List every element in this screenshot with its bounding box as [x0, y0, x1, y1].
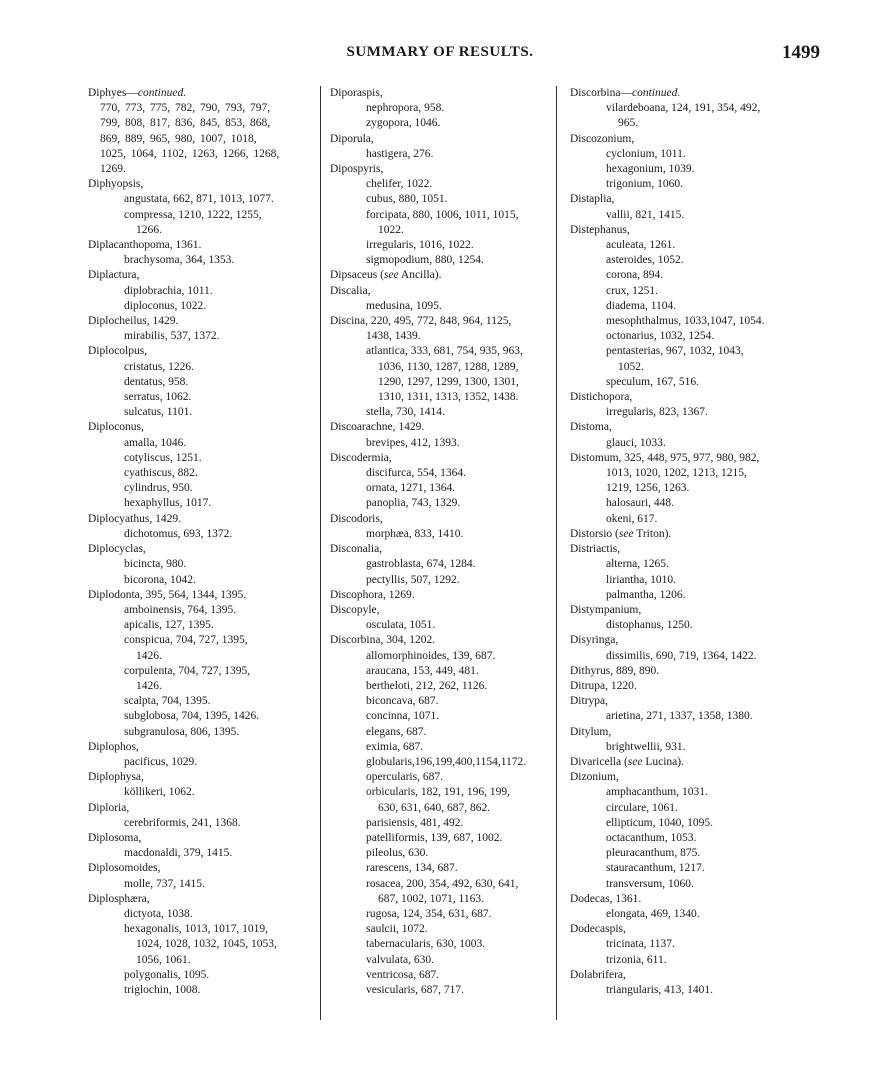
- index-subentry: triglochin, 1008.: [124, 983, 201, 996]
- index-subentry: ventricosa, 687.: [366, 968, 440, 981]
- index-subentry: stauracanthum, 1217.: [606, 862, 705, 875]
- index-entry: Discodermia,: [330, 451, 392, 464]
- index-subentry: sulcatus, 1101.: [124, 406, 193, 419]
- index-subentry: atlantica, 333, 681, 754, 935, 963,: [366, 345, 523, 358]
- index-subentry: panoplia, 743, 1329.: [366, 497, 461, 510]
- index-entry: Diporaspis,: [330, 87, 383, 99]
- index-subentry: cubus, 880, 1051.: [366, 193, 448, 206]
- running-header: SUMMARY OF RESULTS.: [346, 44, 534, 60]
- index-entry: Diplodonta, 395, 564, 1344, 1395.: [88, 588, 247, 601]
- index-continuation: 1036, 1130, 1287, 1288, 1289,: [378, 360, 519, 373]
- index-subentry: patelliformis, 139, 687, 1002.: [366, 831, 503, 844]
- index-subentry: globularis,196,199,400,1154,1172.: [366, 755, 527, 768]
- page-number: 1499: [782, 42, 820, 63]
- index-entry: Dipospyris,: [330, 163, 384, 176]
- index-subentry: dentatus, 958.: [124, 375, 189, 388]
- index-continuation: 1024, 1028, 1032, 1045, 1053,: [136, 938, 277, 951]
- index-continuation: 1052.: [618, 360, 644, 373]
- index-entry: Distaplia,: [570, 193, 615, 206]
- index-entry: Diploria,: [88, 801, 130, 814]
- index-subentry: araucana, 153, 449, 481.: [366, 664, 479, 677]
- index-column-3: [570, 86, 816, 998]
- index-subentry: vesicularis, 687, 717.: [366, 983, 465, 996]
- index-entry: Discorbina, 304, 1202.: [330, 634, 436, 647]
- index-entry: Ditylum,: [570, 725, 612, 738]
- index-entry: Distriactis,: [570, 543, 621, 556]
- index-subentry: triangularis, 413, 1401.: [606, 983, 713, 996]
- index-subentry: köllikeri, 1062.: [124, 786, 195, 799]
- index-subentry: stella, 730, 1414.: [366, 406, 445, 419]
- index-entry: Discoarachne, 1429.: [330, 421, 425, 434]
- index-subentry: liriantha, 1010.: [606, 573, 676, 586]
- index-entry: Diplosoma,: [88, 831, 142, 844]
- index-continuation: 770, 773, 775, 782, 790, 793, 797,: [100, 102, 271, 115]
- index-subentry: distophanus, 1250.: [606, 619, 693, 632]
- index-subentry: pectyllis, 507, 1292.: [366, 573, 460, 586]
- index-subentry: cyathiscus, 882.: [124, 467, 198, 480]
- index-subentry: osculata, 1051.: [366, 619, 436, 632]
- index-subentry: diplobrachia, 1011.: [124, 284, 213, 297]
- index-subentry: gastroblasta, 674, 1284.: [366, 558, 476, 571]
- index-entry: Diplocyathus, 1429.: [88, 512, 181, 525]
- index-entry: Disconalia,: [330, 543, 383, 556]
- index-subentry: orbicularis, 182, 191, 196, 199,: [366, 786, 511, 799]
- index-entry: Discorbina—continued.: [570, 87, 681, 99]
- index-subentry: palmantha, 1206.: [606, 588, 686, 601]
- index-subentry: conspicua, 704, 727, 1395,: [124, 634, 248, 647]
- index-subentry: glauci, 1033.: [606, 436, 666, 449]
- index-subentry: corpulenta, 704, 727, 1395,: [124, 664, 251, 677]
- index-subentry: amphacanthum, 1031.: [606, 786, 708, 799]
- index-subentry: irregularis, 823, 1367.: [606, 406, 708, 419]
- index-entry: Discina, 220, 495, 772, 848, 964, 1125,: [330, 315, 512, 328]
- index-entry: Dithyrus, 889, 890.: [570, 664, 660, 677]
- index-subentry: bicincta, 980.: [124, 558, 187, 571]
- index-subentry: hexagonalis, 1013, 1017, 1019,: [124, 923, 269, 936]
- index-subentry: macdonaldi, 379, 1415.: [124, 847, 233, 860]
- index-subentry: transversum, 1060.: [606, 877, 694, 890]
- index-subentry: morphæa, 833, 1410.: [366, 527, 464, 540]
- index-subentry: dichotomus, 693, 1372.: [124, 527, 233, 540]
- index-continuation: 1022.: [378, 223, 404, 236]
- index-subentry: scalpta, 704, 1395.: [124, 695, 211, 708]
- index-subentry: subgranulosa, 806, 1395.: [124, 725, 240, 738]
- index-subentry: elegans, 687.: [366, 725, 427, 738]
- index-subentry: forcipata, 880, 1006, 1011, 1015,: [366, 208, 519, 221]
- index-entry: Diplocyclas,: [88, 543, 146, 556]
- index-subentry: saulcii, 1072.: [366, 923, 428, 936]
- index-entry: Diplacanthopoma, 1361.: [88, 239, 202, 252]
- index-subentry: hexaphyllus, 1017.: [124, 497, 212, 510]
- index-entry: Distichopora,: [570, 391, 633, 404]
- index-entry: Distoma,: [570, 421, 612, 434]
- index-subentry: cyclonium, 1011.: [606, 147, 686, 160]
- index-continuation: 687, 1002, 1071, 1163.: [378, 892, 484, 905]
- index-entry: Diplocolpus,: [88, 345, 148, 358]
- index-subentry: 1438, 1439.: [366, 330, 421, 343]
- index-entry: Diphyopsis,: [88, 178, 144, 191]
- index-entry: Diplophos,: [88, 740, 139, 753]
- index-subentry: speculum, 167, 516.: [606, 375, 699, 388]
- index-continuation: 1426.: [136, 649, 162, 662]
- index-entry: Ditrypa,: [570, 695, 609, 708]
- index-entry: Ditrupa, 1220.: [570, 679, 637, 692]
- index-subentry: bertheloti, 212, 262, 1126.: [366, 679, 488, 692]
- index-entry: Diporula,: [330, 132, 374, 145]
- index-subentry: cylindrus, 950.: [124, 482, 193, 495]
- index-entry: Distephanus,: [570, 223, 630, 236]
- index-subentry: vilardeboana, 124, 191, 354, 492,: [606, 102, 761, 115]
- index-entry: Diplophysa,: [88, 771, 144, 784]
- index-subentry: mirabilis, 537, 1372.: [124, 330, 220, 343]
- index-subentry: sigmopodium, 880, 1254.: [366, 254, 484, 267]
- index-subentry: amboinensis, 764, 1395.: [124, 603, 237, 616]
- index-subentry: rarescens, 134, 687.: [366, 862, 458, 875]
- index-column-2: [330, 86, 544, 998]
- index-subentry: subglobosa, 704, 1395, 1426.: [124, 710, 260, 723]
- index-entry: Divaricella (see Lucina).: [570, 755, 684, 768]
- index-subentry: trizonia, 611.: [606, 953, 667, 966]
- index-subentry: vallii, 821, 1415.: [606, 208, 685, 221]
- index-subentry: amalla, 1046.: [124, 436, 187, 449]
- index-subentry: biconcava, 687.: [366, 695, 439, 708]
- index-subentry: brevipes, 412, 1393.: [366, 436, 460, 449]
- index-subentry: diadema, 1104.: [606, 299, 677, 312]
- index-subentry: alterna, 1265.: [606, 558, 669, 571]
- index-subentry: brightwellii, 931.: [606, 740, 686, 753]
- index-entry: Dodecaspis,: [570, 923, 626, 936]
- index-continuation: 799, 808, 817, 836, 845, 853, 868,: [100, 117, 271, 130]
- index-entry: Diplocheilus, 1429.: [88, 315, 179, 328]
- index-subentry: trigonium, 1060.: [606, 178, 683, 191]
- index-subentry: dictyota, 1038.: [124, 907, 193, 920]
- index-subentry: hastigera, 276.: [366, 147, 434, 160]
- index-entry: Dizonium,: [570, 771, 619, 784]
- column-divider: [320, 86, 321, 1020]
- index-subentry: dissimilis, 690, 719, 1364, 1422.: [606, 649, 757, 662]
- index-subentry: arietina, 271, 1337, 1358, 1380.: [606, 710, 753, 723]
- index-subentry: discifurca, 554, 1364.: [366, 467, 466, 480]
- index-entry: Dipsaceus (see Ancilla).: [330, 269, 442, 282]
- index-subentry: circulare, 1061.: [606, 801, 678, 814]
- index-continuation: 1269.: [100, 163, 126, 176]
- index-subentry: octonarius, 1032, 1254.: [606, 330, 715, 343]
- index-subentry: chelifer, 1022.: [366, 178, 433, 191]
- index-entry: Diplosphæra,: [88, 892, 150, 905]
- index-subentry: halosauri, 448.: [606, 497, 675, 510]
- index-continuation: 1310, 1311, 1313, 1352, 1438.: [378, 391, 519, 404]
- index-subentry: mesophthalmus, 1033,1047, 1054.: [606, 315, 765, 328]
- index-subentry: zygopora, 1046.: [366, 117, 441, 130]
- index-entry: Discalia,: [330, 284, 371, 297]
- index-entry: Dodecas, 1361.: [570, 892, 642, 905]
- index-subentry: polygonalis, 1095.: [124, 968, 210, 981]
- index-entry: Diphyes—continued.: [88, 87, 187, 99]
- index-subentry: okeni, 617.: [606, 512, 658, 525]
- index-subentry: crux, 1251.: [606, 284, 659, 297]
- index-subentry: parisiensis, 481, 492.: [366, 816, 464, 829]
- index-subentry: medusina, 1095.: [366, 299, 442, 312]
- index-subentry: nephropora, 958.: [366, 102, 445, 115]
- column-divider: [556, 86, 557, 1020]
- index-subentry: eximia, 687.: [366, 740, 424, 753]
- index-continuation: 965.: [618, 117, 639, 130]
- index-subentry: irregularis, 1016, 1022.: [366, 239, 474, 252]
- index-entry: Discozonium,: [570, 132, 635, 145]
- index-entry: Discodoris,: [330, 512, 383, 525]
- index-subentry: concinna, 1071.: [366, 710, 440, 723]
- index-subentry: aculeata, 1261.: [606, 239, 676, 252]
- index-entry: Distympanium,: [570, 603, 642, 616]
- index-subentry: elongata, 469, 1340.: [606, 907, 700, 920]
- index-subentry: ellipticum, 1040, 1095.: [606, 816, 714, 829]
- index-entry: Discopyle,: [330, 603, 380, 616]
- index-continuation: 1426.: [136, 679, 162, 692]
- index-column-1: [88, 86, 316, 998]
- index-subentry: apicalis, 127, 1395.: [124, 619, 214, 632]
- index-subentry: valvulata, 630.: [366, 953, 435, 966]
- index-subentry: serratus, 1062.: [124, 391, 192, 404]
- index-subentry: cerebriformis, 241, 1368.: [124, 816, 241, 829]
- index-subentry: bicorona, 1042.: [124, 573, 196, 586]
- index-subentry: cotyliscus, 1251.: [124, 451, 202, 464]
- index-continuation: 1290, 1297, 1299, 1300, 1301,: [378, 375, 519, 388]
- index-subentry: pileolus, 630.: [366, 847, 429, 860]
- index-subentry: opercularis, 687.: [366, 771, 443, 784]
- index-subentry: 1013, 1020, 1202, 1213, 1215,: [606, 467, 747, 480]
- index-entry: Diploconus,: [88, 421, 144, 434]
- index-continuation: 869, 889, 965, 980, 1007, 1018,: [100, 132, 257, 145]
- index-subentry: 1219, 1256, 1263.: [606, 482, 690, 495]
- index-subentry: octacanthum, 1053.: [606, 831, 697, 844]
- index-subentry: molle, 737, 1415.: [124, 877, 205, 890]
- index-subentry: tricinata, 1137.: [606, 938, 675, 951]
- index-subentry: angustata, 662, 871, 1013, 1077.: [124, 193, 274, 206]
- index-entry: Disyringa,: [570, 634, 619, 647]
- index-subentry: brachysoma, 364, 1353.: [124, 254, 235, 267]
- index-subentry: tabernacularis, 630, 1003.: [366, 938, 486, 951]
- index-subentry: cristatus, 1226.: [124, 360, 194, 373]
- index-subentry: rugosa, 124, 354, 631, 687.: [366, 907, 492, 920]
- index-entry: Discophora, 1269.: [330, 588, 415, 601]
- index-continuation: 1025, 1064, 1102, 1263, 1266, 1268,: [100, 147, 280, 160]
- index-subentry: pleuracanthum, 875.: [606, 847, 701, 860]
- index-subentry: diploconus, 1022.: [124, 299, 207, 312]
- index-entry: Diplactura,: [88, 269, 140, 282]
- index-subentry: hexagonium, 1039.: [606, 163, 695, 176]
- index-continuation: 1266.: [136, 223, 162, 236]
- index-entry: Diplosomoides,: [88, 862, 161, 875]
- index-subentry: pentasterias, 967, 1032, 1043,: [606, 345, 744, 358]
- index-entry: Distomum, 325, 448, 975, 977, 980, 982,: [570, 451, 760, 464]
- index-continuation: 630, 631, 640, 687, 862.: [378, 801, 491, 814]
- index-subentry: rosacea, 200, 354, 492, 630, 641,: [366, 877, 519, 890]
- index-subentry: allomorphinoides, 139, 687.: [366, 649, 496, 662]
- index-subentry: pacificus, 1029.: [124, 755, 198, 768]
- index-subentry: compressa, 1210, 1222, 1255,: [124, 208, 262, 221]
- index-continuation: 1056, 1061.: [136, 953, 191, 966]
- index-subentry: asteroides, 1052.: [606, 254, 684, 267]
- index-subentry: corona, 894.: [606, 269, 664, 282]
- index-subentry: ornata, 1271, 1364.: [366, 482, 456, 495]
- index-entry: Dolabrifera,: [570, 968, 626, 981]
- index-entry: Distorsio (see Triton).: [570, 527, 672, 540]
